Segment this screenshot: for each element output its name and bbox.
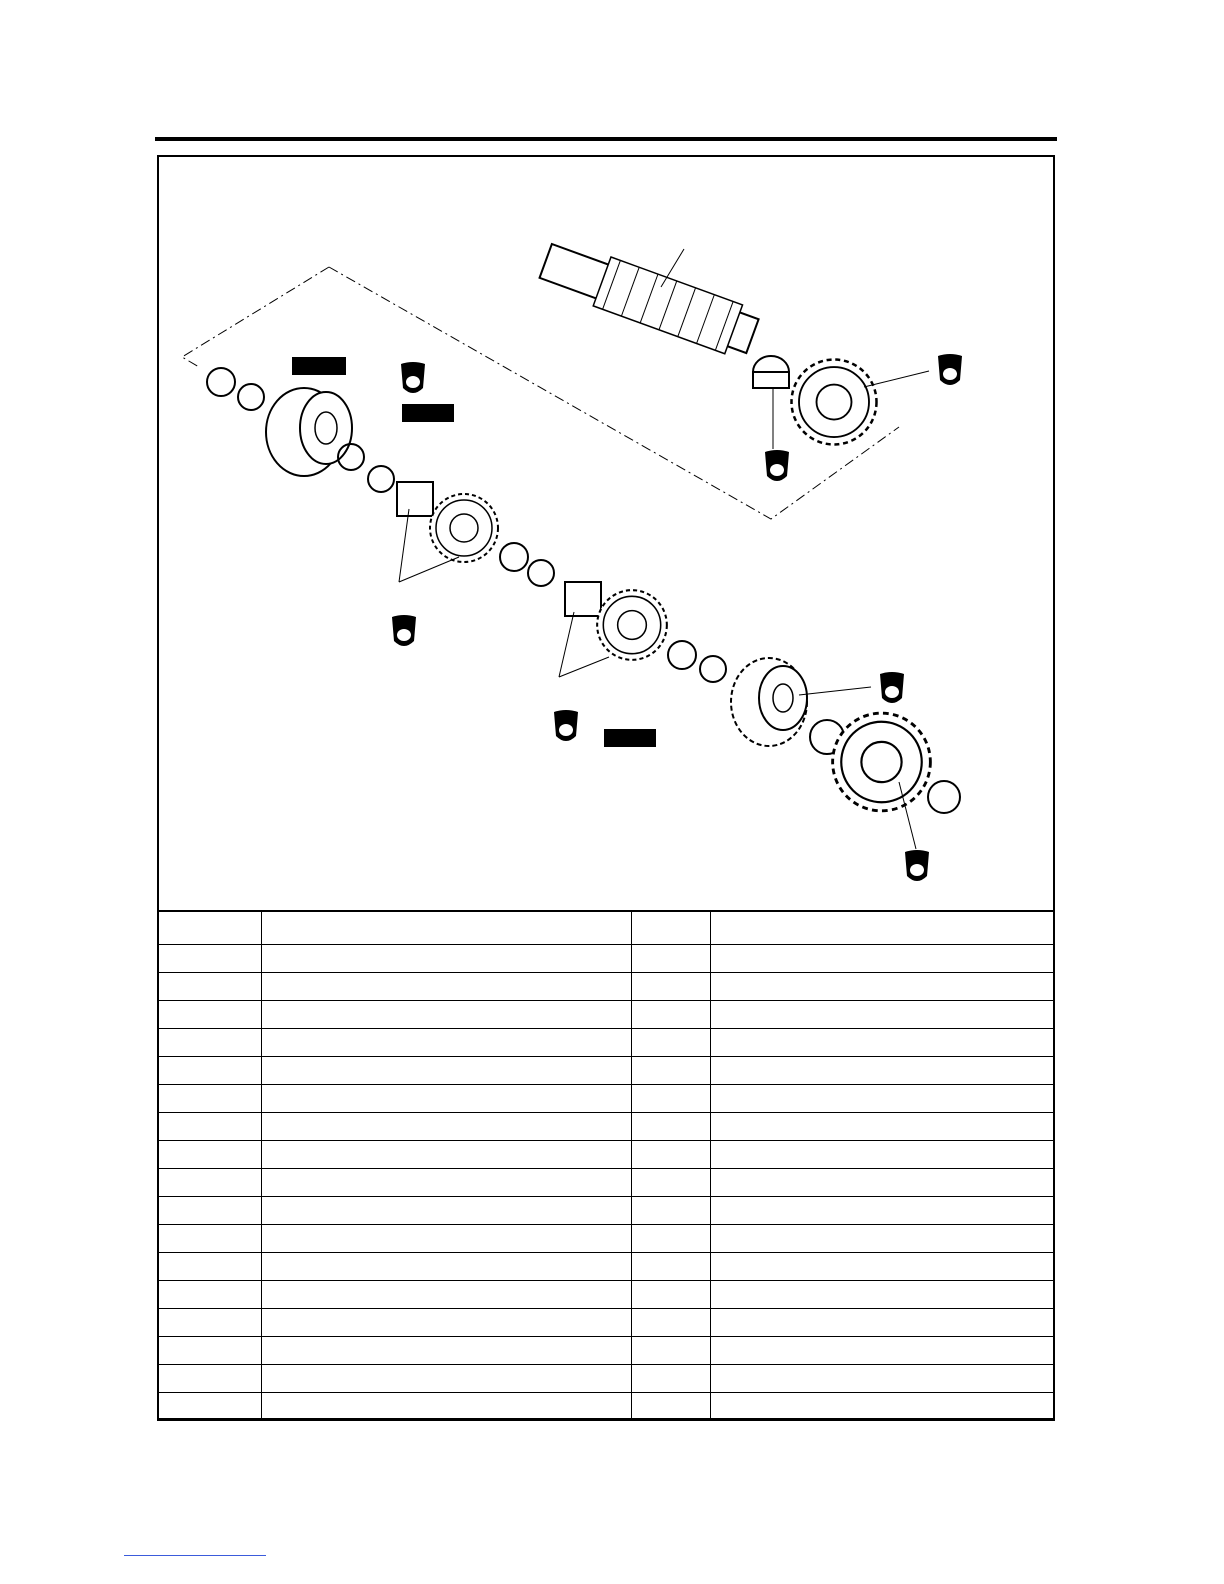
table-cell bbox=[711, 1197, 1055, 1225]
table-row bbox=[158, 1001, 1055, 1029]
table-cell bbox=[158, 1337, 262, 1365]
table-cell bbox=[158, 973, 262, 1001]
table-cell bbox=[158, 1141, 262, 1169]
table-cell bbox=[262, 1365, 632, 1393]
washer-4 bbox=[528, 560, 554, 586]
table-row bbox=[158, 1281, 1055, 1309]
table-cell bbox=[632, 1337, 711, 1365]
table-row bbox=[158, 1141, 1055, 1169]
grease-icon-4 bbox=[392, 615, 416, 646]
table-cell bbox=[632, 1365, 711, 1393]
table-cell bbox=[632, 1309, 711, 1337]
exploded-transmission-diagram bbox=[159, 157, 1053, 910]
header-rule bbox=[155, 137, 1057, 141]
bearing-2 bbox=[565, 582, 601, 616]
gear-2 bbox=[430, 494, 498, 562]
table-cell bbox=[262, 1309, 632, 1337]
bearing-1 bbox=[397, 482, 433, 516]
table-cell bbox=[711, 1225, 1055, 1253]
table-cell bbox=[158, 1197, 262, 1225]
table-cell bbox=[632, 1001, 711, 1029]
table-cell bbox=[632, 1141, 711, 1169]
table-cell bbox=[262, 1113, 632, 1141]
grease-icon-5 bbox=[554, 710, 578, 741]
table-cell bbox=[262, 1281, 632, 1309]
table-cell bbox=[632, 1085, 711, 1113]
label-box-3 bbox=[604, 729, 656, 747]
label-box-1 bbox=[292, 357, 346, 375]
table-cell bbox=[711, 1029, 1055, 1057]
table-cell bbox=[262, 1085, 632, 1113]
table-cell bbox=[632, 911, 711, 945]
washer-3 bbox=[500, 543, 528, 571]
main-shaft bbox=[537, 236, 762, 360]
table-cell bbox=[711, 1309, 1055, 1337]
table-cell bbox=[262, 1225, 632, 1253]
grease-icon-6 bbox=[880, 672, 904, 703]
table-cell bbox=[262, 945, 632, 973]
circlip-3 bbox=[700, 656, 726, 682]
table-cell bbox=[158, 1225, 262, 1253]
table-cell bbox=[632, 1029, 711, 1057]
table-cell bbox=[711, 1001, 1055, 1029]
table-cell bbox=[711, 1085, 1055, 1113]
table-cell bbox=[262, 1001, 632, 1029]
table-row bbox=[158, 911, 1055, 945]
table-cell bbox=[711, 945, 1055, 973]
table-cell bbox=[158, 1253, 262, 1281]
washer-5 bbox=[668, 641, 696, 669]
table-cell bbox=[632, 1253, 711, 1281]
table-cell bbox=[262, 1337, 632, 1365]
table-cell bbox=[632, 1113, 711, 1141]
table-cell bbox=[632, 1393, 711, 1421]
gear-top-right bbox=[792, 360, 877, 445]
gear-large bbox=[833, 713, 931, 811]
parts-table bbox=[157, 910, 1055, 1421]
table-row bbox=[158, 1197, 1055, 1225]
table-cell bbox=[262, 911, 632, 945]
table-cell bbox=[158, 1281, 262, 1309]
table-row bbox=[158, 973, 1055, 1001]
grease-icon-2 bbox=[765, 450, 789, 481]
table-cell bbox=[632, 1197, 711, 1225]
table-cell bbox=[711, 1057, 1055, 1085]
table-cell bbox=[632, 1169, 711, 1197]
table-cell bbox=[711, 1281, 1055, 1309]
table-cell bbox=[158, 1309, 262, 1337]
table-cell bbox=[262, 1057, 632, 1085]
table-cell bbox=[158, 1029, 262, 1057]
grease-icon-3 bbox=[401, 362, 425, 393]
table-cell bbox=[632, 973, 711, 1001]
table-cell bbox=[711, 1365, 1055, 1393]
table-cell bbox=[262, 973, 632, 1001]
table-cell bbox=[711, 1169, 1055, 1197]
washer-2 bbox=[368, 466, 394, 492]
grease-icon-7 bbox=[905, 850, 929, 881]
table-cell bbox=[711, 1337, 1055, 1365]
table-row bbox=[158, 1085, 1055, 1113]
washer-1 bbox=[207, 368, 235, 396]
table-cell bbox=[262, 1029, 632, 1057]
table-cell bbox=[711, 973, 1055, 1001]
gear-4-dog bbox=[731, 658, 807, 746]
table-cell bbox=[711, 1253, 1055, 1281]
table-row bbox=[158, 1393, 1055, 1421]
table-row bbox=[158, 1309, 1055, 1337]
table-row bbox=[158, 1225, 1055, 1253]
table-row bbox=[158, 1169, 1055, 1197]
washer-6 bbox=[928, 781, 960, 813]
table-cell bbox=[262, 1253, 632, 1281]
gear-3 bbox=[597, 590, 667, 660]
table-cell bbox=[158, 1113, 262, 1141]
table-cell bbox=[158, 1393, 262, 1421]
collar-top bbox=[753, 356, 789, 388]
table-row bbox=[158, 1253, 1055, 1281]
table-cell bbox=[262, 1197, 632, 1225]
table-cell bbox=[158, 911, 262, 945]
footer-link-rule[interactable] bbox=[124, 1555, 266, 1556]
circlip-1 bbox=[238, 384, 264, 410]
table-cell bbox=[158, 1057, 262, 1085]
table-cell bbox=[158, 1169, 262, 1197]
table-cell bbox=[632, 1281, 711, 1309]
table-row bbox=[158, 1365, 1055, 1393]
table-cell bbox=[158, 1001, 262, 1029]
grease-icon-1 bbox=[938, 354, 962, 385]
table-cell bbox=[262, 1141, 632, 1169]
table-cell bbox=[262, 1169, 632, 1197]
table-row bbox=[158, 1113, 1055, 1141]
table-cell bbox=[711, 1393, 1055, 1421]
table-cell bbox=[711, 911, 1055, 945]
table-cell bbox=[711, 1113, 1055, 1141]
table-row bbox=[158, 1029, 1055, 1057]
table-cell bbox=[158, 945, 262, 973]
table-cell bbox=[632, 945, 711, 973]
assembly-outline bbox=[182, 267, 329, 367]
table-row bbox=[158, 945, 1055, 973]
table-cell bbox=[711, 1141, 1055, 1169]
table-row bbox=[158, 1057, 1055, 1085]
label-box-2 bbox=[402, 404, 454, 422]
table-cell bbox=[632, 1225, 711, 1253]
table-cell bbox=[262, 1393, 632, 1421]
table-row bbox=[158, 1337, 1055, 1365]
table-cell bbox=[158, 1085, 262, 1113]
table-cell bbox=[158, 1365, 262, 1393]
table-cell bbox=[632, 1057, 711, 1085]
